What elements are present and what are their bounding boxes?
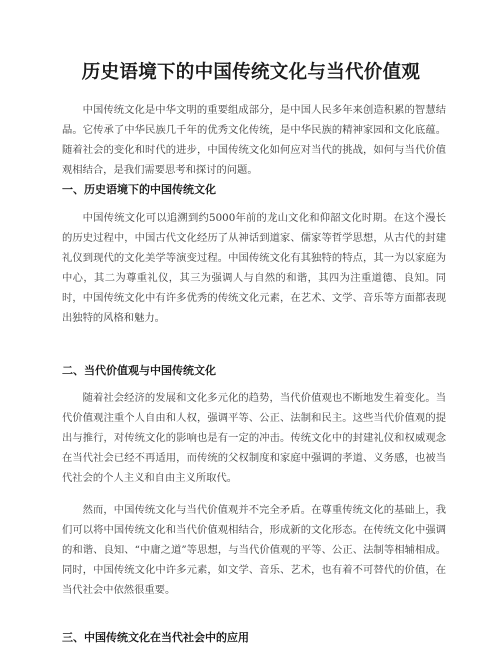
section-2-paragraph-2: 然而，中国传统文化与当代价值观并不完全矛盾。在尊重传统文化的基础上，我们可以将中国传统文化和当代价值观相结合，形成新的文化形态。在传统文化中强调的和谐、良知、“中庸之道”等思想，与当代价值观的平等、公正、法制等相辅相成。同时，中国传统文化中许多元素，如文学、音乐、艺术，也有着不可替代的价值，在当代社会中依然很重要。	[62, 504, 446, 596]
section-2-paragraph-1: 随着社会经济的发展和文化多元化的趋势，当代价值观也不断地发生着变化。当代价值观注重个人自由和人权，强调平等、公正、法制和民主。这些当代价值观的提出与推行，对传统文化的影响也是有一定的冲击。传统文化中的封建礼仪和权威观念在当代社会已经不再适用，而传统的父权制度和家庭中强调的孝道、义务感，也被当代社会的个人主义和自由主义所取代。	[62, 392, 446, 484]
intro-paragraph: 中国传统文化是中华文明的重要组成部分，是中国人民多年来创造积累的智慧结晶。它传承了中华民族几千年的优秀文化传统，是中华民族的精神家园和文化底蕴。随着社会的变化和时代的进步，中国传统文化如何应对当代的挑战，如何与当代价值观相结合，是我们需要思考和探讨的问题。	[62, 104, 446, 176]
section-heading-1: 一、历史语境下的中国传统文化	[62, 183, 216, 196]
section-1-paragraph-1: 中国传统文化可以追溯到约5000年前的龙山文化和仰韶文化时期。在这个漫长的历史过程中，中国古代文化经历了从神话到道家、儒家等哲学思想，从古代的封建礼仪到现代的文化美学等演变过程。中国传统文化有其独特的特点，其一为以家庭为中心，其二为尊重礼仪，其三为强调人与自然的和谐，其四为注重道德、良知。同时，中国传统文化中有许多优秀的传统文化元素，在艺术、文学、音乐等方面都表现出独特的风格和魅力。	[62, 212, 446, 324]
document-title: 历史语境下的中国传统文化与当代价值观	[81, 62, 421, 83]
section-heading-2: 二、当代价值观与中国传统文化	[62, 364, 216, 377]
section-heading-3: 三、中国传统文化在当代社会中的应用	[62, 631, 249, 644]
